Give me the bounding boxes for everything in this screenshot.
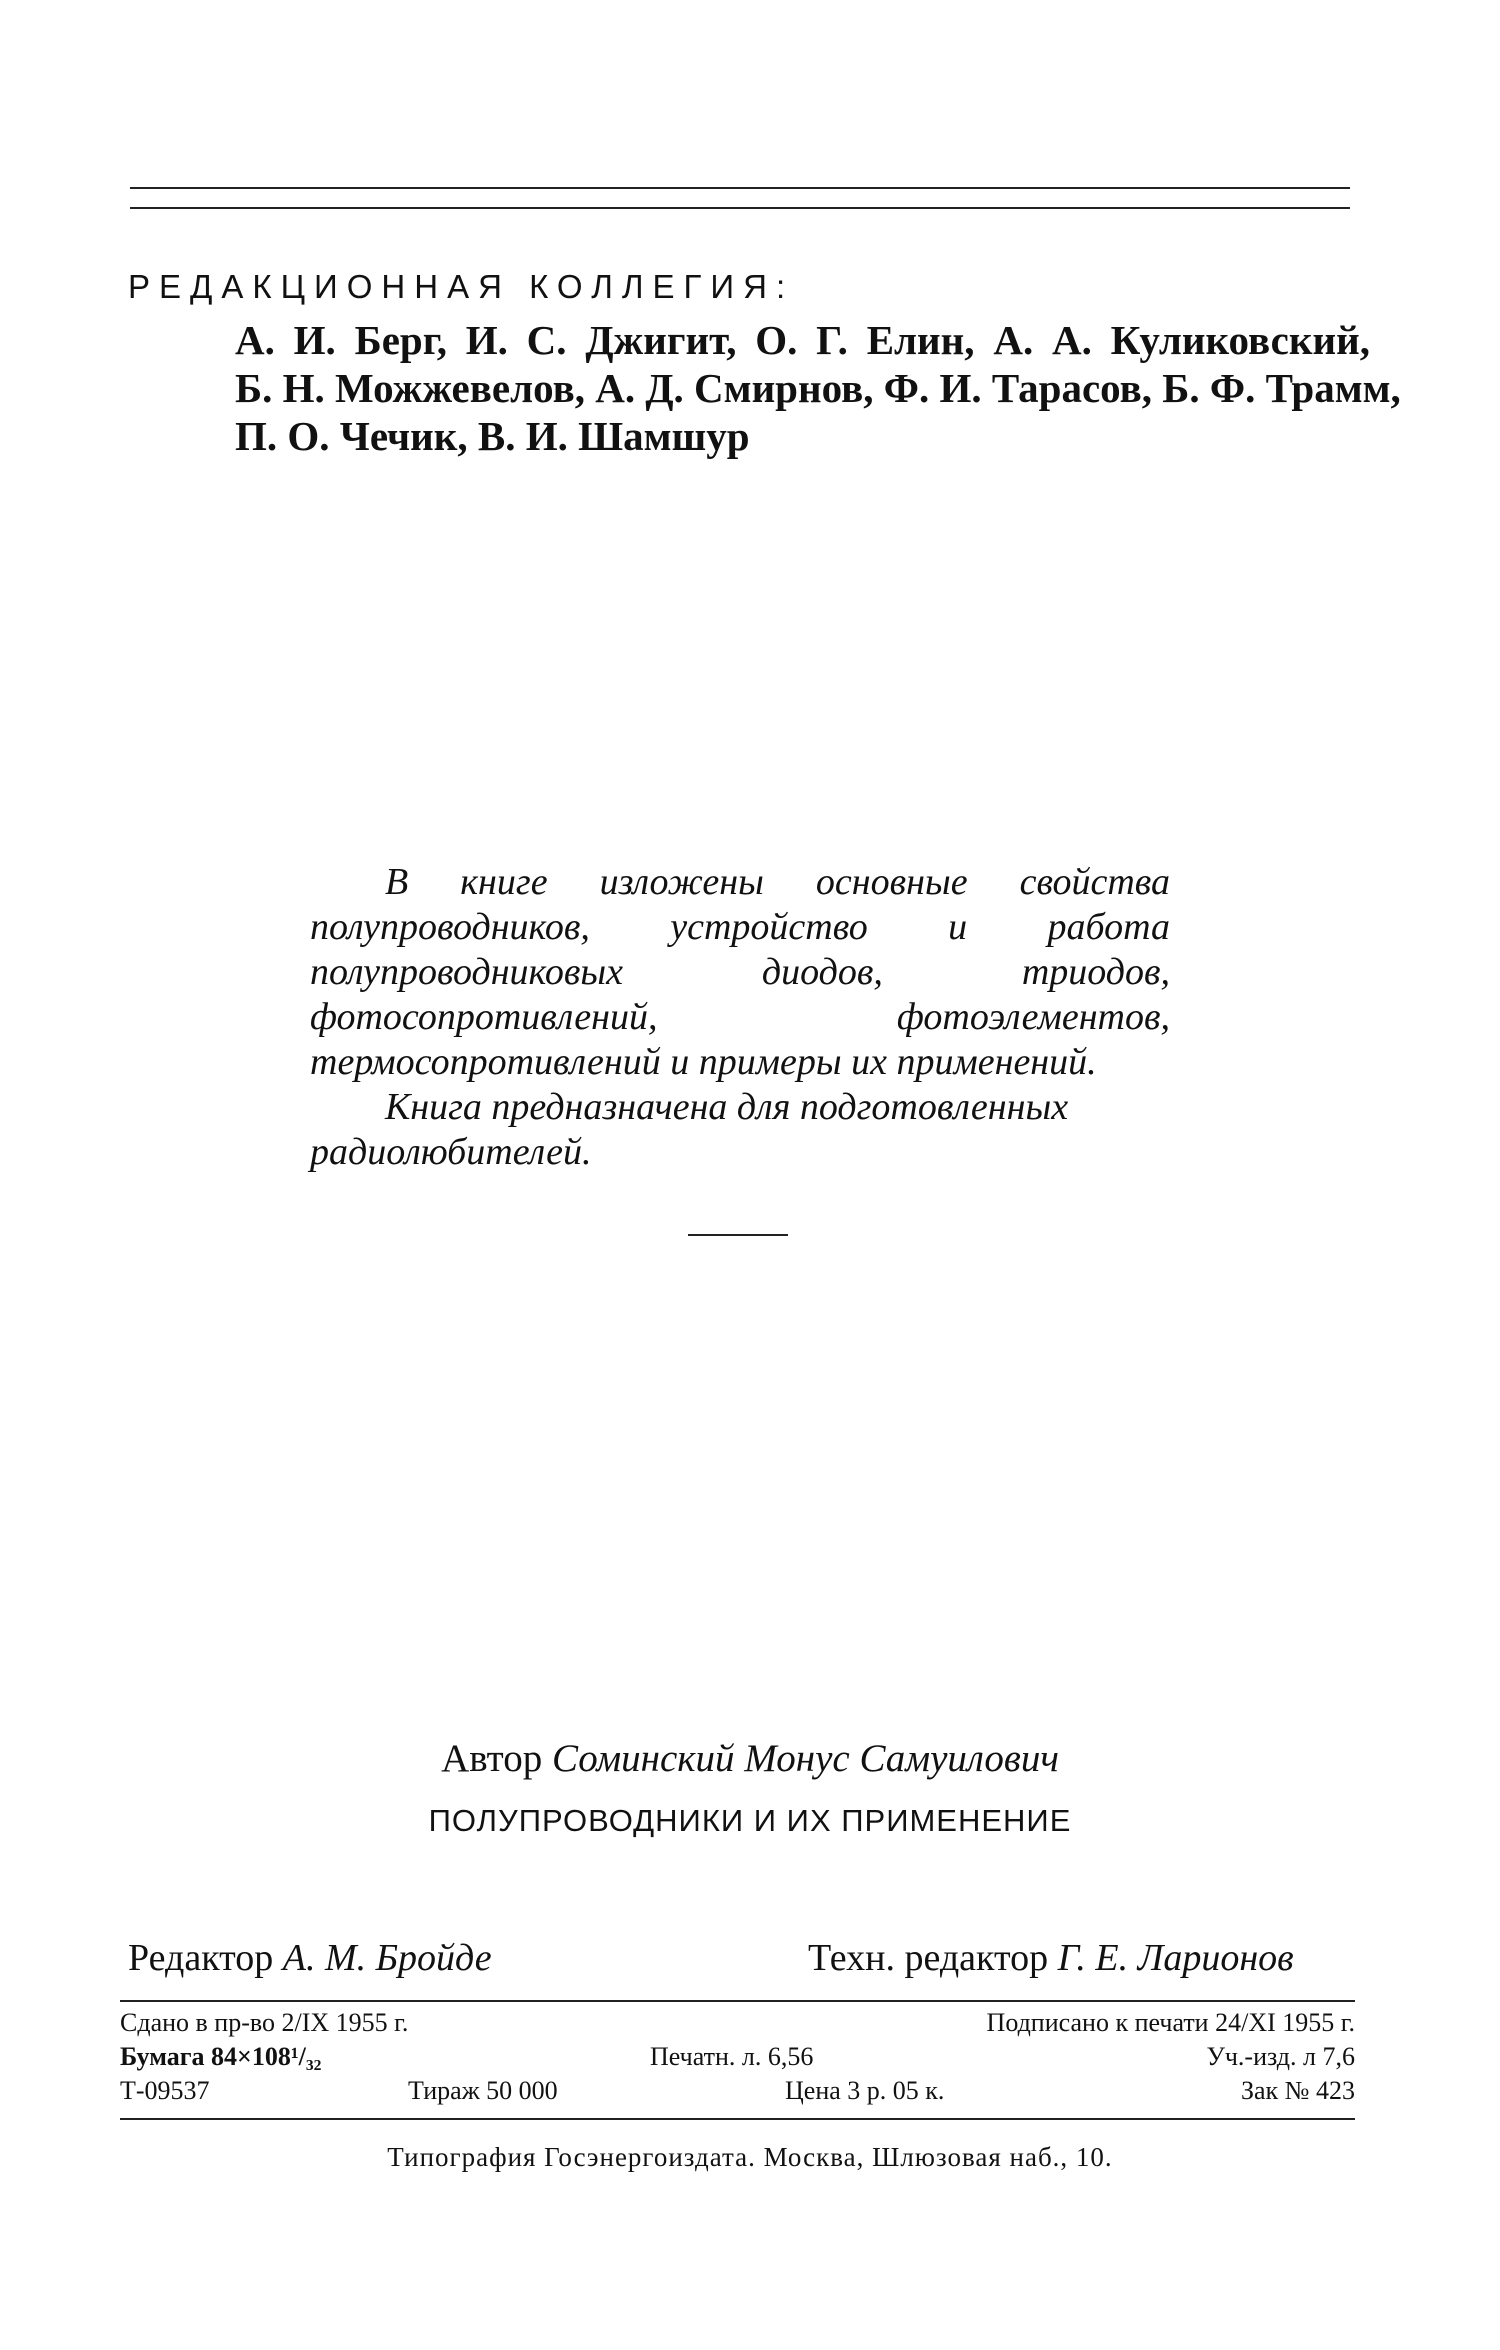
price: Цена 3 р. 05 к. — [785, 2076, 945, 2105]
imprint-row — [120, 2042, 1355, 2076]
annotation-paragraph: В книге изложены основные свойства полупроводников, устройство и работа полупроводниковых диодов, триодов, фотосопротивлений, фотоэлементов, термосопротивлений и примеры их применений. — [310, 861, 1170, 1083]
paper-format: Бумага 84×108¹/₃₂ — [120, 2042, 322, 2071]
author-name: Соминский Монус Самуилович — [551, 1737, 1059, 1780]
order-number: Зак № 423 — [1240, 2076, 1355, 2105]
board-members-line: А. И. Берг, И. С. Джигит, О. Г. Елин, А. А. Куликовский, — [235, 317, 1370, 363]
editor-label: Редактор — [128, 1937, 274, 1979]
imprint-top-rule — [120, 2000, 1355, 2002]
imprint — [120, 2008, 1355, 2110]
printer-line: Типография Госэнергоиздата. Москва, Шлюзовая наб., 10. — [387, 2142, 1113, 2172]
author-label: Автор — [441, 1737, 543, 1780]
editor-name: А. М. Бройде — [282, 1937, 492, 1979]
book-title: ПОЛУПРОВОДНИКИ И ИХ ПРИМЕНЕНИЕ — [428, 1803, 1072, 1838]
top-rule-upper — [130, 187, 1350, 189]
tech-editor-label: Техн. редактор — [808, 1937, 1049, 1979]
imprint-row — [120, 2076, 1355, 2110]
board-members-line: П. О. Чечик, В. И. Шамшур — [235, 413, 750, 459]
author-line — [0, 1736, 1500, 1781]
annotation-paragraph: Книга предназначена для подготовленных радиолюбителей. — [310, 1086, 1069, 1173]
imprint-bottom-rule — [120, 2118, 1355, 2120]
submitted-date: Сдано в пр-во 2/IX 1955 г. — [120, 2008, 409, 2037]
tech-editor-name: Г. Е. Ларионов — [1057, 1937, 1294, 1979]
imprint-row — [120, 2008, 1355, 2042]
print-sheets: Печатн. л. 6,56 — [650, 2042, 814, 2071]
tech-editor-credit — [808, 1936, 1294, 1980]
editor-credit — [128, 1936, 492, 1980]
short-divider — [688, 1234, 788, 1236]
editorial-board-members — [235, 316, 1401, 460]
publisher-sheets: Уч.-изд. л 7,6 — [1206, 2042, 1355, 2071]
signed-date: Подписано к печати 24/XI 1955 г. — [986, 2008, 1355, 2037]
board-members-line: Б. Н. Можжевелов, А. Д. Смирнов, Ф. И. Тарасов, Б. Ф. Трамм, — [235, 365, 1401, 411]
print-run: Тираж 50 000 — [408, 2076, 558, 2105]
editorial-board-heading: РЕДАКЦИОННАЯ КОЛЛЕГИЯ: — [128, 268, 795, 305]
top-rule-lower — [130, 207, 1350, 209]
annotation — [310, 860, 1170, 1175]
publication-code: Т-09537 — [120, 2076, 210, 2105]
